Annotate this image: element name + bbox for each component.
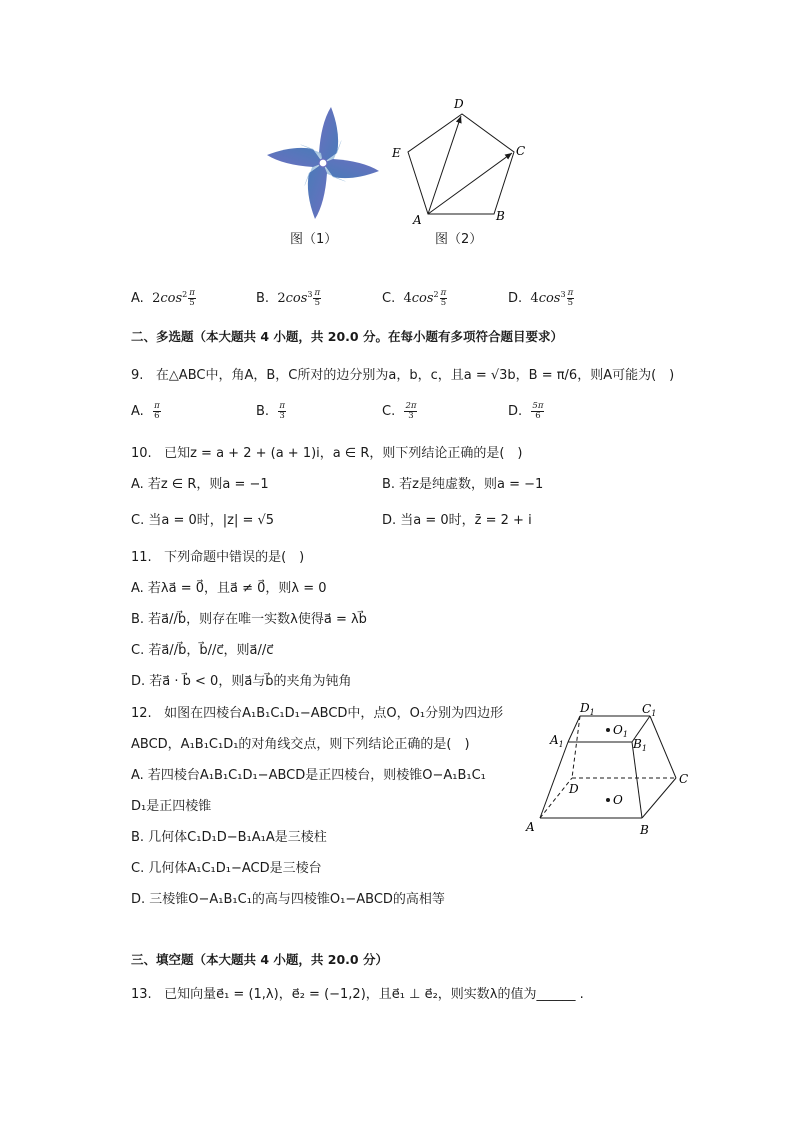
q10-option-b[interactable]: B. 若z是纯虚数，则a = −1 (382, 477, 544, 492)
label-e: E (392, 146, 401, 160)
svg-text:B: B (640, 823, 649, 837)
label-c: C (516, 144, 526, 158)
pinwheel-figure (262, 104, 382, 222)
q10-option-d[interactable]: D. 当a = 0时，z̄ = 2 + i (382, 513, 532, 528)
point-o1 (606, 728, 610, 732)
label-a: A (413, 213, 422, 227)
q9-stem: 9. 在△ABC中，角A，B，C所对的边分别为a，b，c，且a = √3b，B = π/6，则A可能为( ) (131, 368, 675, 383)
q8-option-b[interactable]: B. $2\cos^3$ $\frac{\pi}{5}$ (256, 288, 321, 308)
q11-option-b[interactable]: B. 若a⃗//b⃗，则存在唯一实数λ使得a⃗ = λb⃗ (131, 612, 367, 627)
q12-option-b[interactable]: B. 几何体C₁D₁D−B₁A₁A是三棱柱 (131, 830, 327, 845)
q9-option-a[interactable]: A. $\frac{\pi}{6}$ (131, 401, 160, 421)
q10-option-a[interactable]: A. 若z ∈ R，则a = −1 (131, 477, 269, 492)
label-d: D (454, 97, 464, 111)
section-3-heading: 三、填空题（本大题共 4 小题，共 20.0 分） (131, 952, 388, 967)
q8-option-c[interactable]: C. $4\cos^2$ $\frac{\pi}{5}$ (382, 288, 447, 308)
fig2-caption: 图（2） (435, 232, 483, 247)
frustum-figure (520, 700, 696, 840)
q12-option-d[interactable]: D. 三棱锥O−A₁B₁C₁的高与四棱锥O₁−ABCD的高相等 (131, 892, 445, 907)
q9-option-d[interactable]: D. $\frac{5\pi}{6}$ (508, 401, 544, 421)
svg-text:O1: $O_1$ (613, 723, 628, 739)
q12-stem-line1: 12. 如图在四棱台A₁B₁C₁D₁−ABCD中，点O，O₁分别为四边形 (131, 706, 504, 721)
q12-option-a[interactable]: A. 若四棱台A₁B₁C₁D₁−ABCD是正四棱台，则棱锥O−A₁B₁C₁ (131, 768, 486, 783)
point-o (606, 798, 610, 802)
svg-text:B1: $B_1$ (633, 737, 647, 753)
svg-text:A1: $A_1$ (550, 733, 564, 749)
q11-option-c[interactable]: C. 若a⃗//b⃗，b⃗//c⃗，则a⃗//c⃗ (131, 643, 274, 658)
q12-stem-line2: ABCD，A₁B₁C₁D₁的对角线交点，则下列结论正确的是( ) (131, 737, 470, 752)
svg-text:C1: $C_1$ (642, 702, 657, 718)
vector-ac (428, 153, 512, 214)
svg-text:A: A (526, 820, 535, 834)
pentagon-outline (408, 114, 514, 214)
q12-option-a-cont[interactable]: D₁是正四棱锥 (131, 799, 212, 814)
q10-stem: 10. 已知z = a + 2 + (a + 1)i，a ∈ R，则下列结论正确的是( ) (131, 446, 523, 461)
q12-option-c[interactable]: C. 几何体A₁C₁D₁−ACD是三棱台 (131, 861, 322, 876)
pinwheel-blade (267, 145, 323, 168)
pentagon-figure (388, 96, 528, 231)
q8-option-d[interactable]: D. $4\cos^3$ $\frac{\pi}{5}$ (508, 288, 574, 308)
q8-option-a[interactable]: A. $2\cos^2$ $\frac{\pi}{5}$ (131, 288, 195, 308)
vector-ad (428, 116, 461, 214)
label-b: B (496, 209, 505, 223)
pinwheel-blade (305, 163, 328, 219)
q11-stem: 11. 下列命题中错误的是( ) (131, 550, 305, 565)
section-2-heading: 二、多选题（本大题共 4 小题，共 20.0 分。在每小题有多项符合题目要求） (131, 329, 563, 344)
q13-stem: 13. 已知向量e⃗₁ = (1,λ)，e⃗₂ = (−1,2)，且e⃗₁ ⊥ e⃗₂，则实数λ的值为______ . (131, 987, 584, 1002)
svg-text:C: C (679, 772, 689, 786)
pinwheel-center (319, 159, 327, 167)
svg-text:D1: $D_1$ (580, 701, 595, 717)
q10-option-c[interactable]: C. 当a = 0时，|z| = √5 (131, 513, 275, 528)
fig1-caption: 图（1） (290, 232, 338, 247)
q9-option-b[interactable]: B. $\frac{\pi}{3}$ (256, 401, 285, 421)
svg-text:O: O (613, 793, 623, 807)
q9-option-c[interactable]: C. $\frac{2\pi}{3}$ (382, 401, 417, 421)
q11-option-a[interactable]: A. 若λa⃗ = 0⃗，且a⃗ ≠ 0⃗，则λ = 0 (131, 581, 327, 596)
pinwheel-blade (323, 159, 379, 182)
q11-option-d[interactable]: D. 若a⃗ · b⃗ < 0，则a⃗与b⃗的夹角为钝角 (131, 674, 352, 689)
pinwheel-blade (319, 107, 342, 163)
svg-text:D: D (569, 782, 579, 796)
